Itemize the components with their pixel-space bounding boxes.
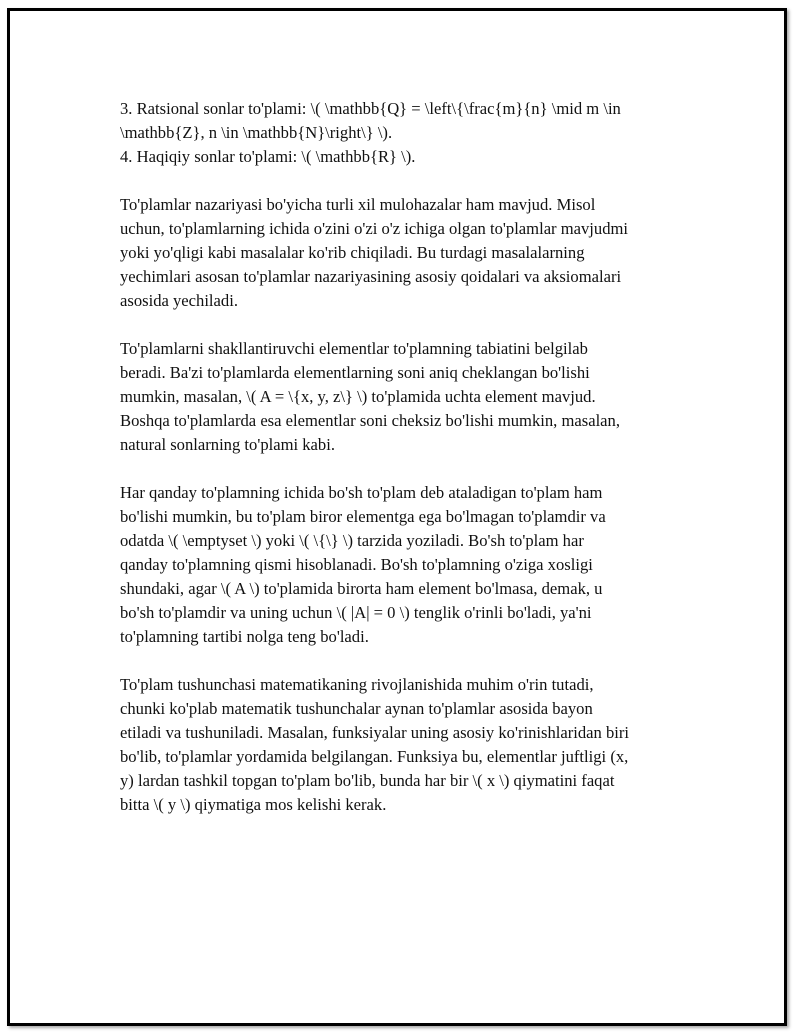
document-page <box>7 8 787 1026</box>
text-line: to'plamning tartibi nolga teng bo'ladi. <box>120 627 369 646</box>
text-line: y) lardan tashkil topgan to'plam bo'lib, bunda har bir \( x \) qiymatini faqat <box>120 771 615 790</box>
text-line: To'plam tushunchasi matematikaning rivojlanishida muhim o'rin tutadi, <box>120 675 594 694</box>
text-line: To'plamlarni shakllantiruvchi elementlar to'plamning tabiatini belgilab <box>120 339 588 358</box>
text-line: yechimlari asosan to'plamlar nazariyasining asosiy qoidalari va aksiomalari <box>120 267 622 286</box>
text-line: beradi. Ba'zi to'plamlarda elementlarning soni aniq cheklangan bo'lishi <box>120 363 590 382</box>
text-line: bo'sh to'plamdir va uning uchun \( |A| = 0 \) tenglik o'rinli bo'ladi, ya'ni <box>120 603 592 622</box>
text-line: yoki yo'qligi kabi masalalar ko'rib chiqiladi. Bu turdagi masalalarning <box>120 243 585 262</box>
paragraph-set-theory <box>120 193 685 313</box>
paragraph-number-sets <box>120 97 685 169</box>
text-line: shundaki, agar \( A \) to'plamida birorta ham element bo'lmasa, demak, u <box>120 579 603 598</box>
text-line: 3. Ratsional sonlar to'plami: \( \mathbb{Q} = \left\{\frac{m}{n} \mid m \in <box>120 99 621 118</box>
text-line: 4. Haqiqiy sonlar to'plami: \( \mathbb{R} \). <box>120 147 416 166</box>
paragraph-set-elements <box>120 337 685 457</box>
text-line: uchun, to'plamlarning ichida o'zini o'zi o'z ichiga olgan to'plamlar mavjudmi <box>120 219 629 238</box>
text-line: qanday to'plamning qismi hisoblanadi. Bo'sh to'plamning o'ziga xosligi <box>120 555 593 574</box>
paragraph-empty-set <box>120 481 685 649</box>
text-line: \mathbb{Z}, n \in \mathbb{N}\right\} \). <box>120 123 393 142</box>
text-line: mumkin, masalan, \( A = \{x, y, z\} \) to'plamida uchta element mavjud. <box>120 387 596 406</box>
text-line: asosida yechiladi. <box>120 291 238 310</box>
text-line: chunki ko'plab matematik tushunchalar aynan to'plamlar asosida bayon <box>120 699 593 718</box>
text-line: bo'lishi mumkin, bu to'plam biror elementga ega bo'lmagan to'plamdir va <box>120 507 606 526</box>
text-line: natural sonlarning to'plami kabi. <box>120 435 335 454</box>
text-line: bitta \( y \) qiymatiga mos kelishi kerak. <box>120 795 387 814</box>
paragraph-set-concept <box>120 673 685 817</box>
text-line: etiladi va tushuniladi. Masalan, funksiyalar uning asosiy ko'rinishlaridan biri <box>120 723 630 742</box>
text-line: odatda \( \emptyset \) yoki \( \{\} \) tarzida yoziladi. Bo'sh to'plam har <box>120 531 584 550</box>
text-line: Har qanday to'plamning ichida bo'sh to'plam deb ataladigan to'plam ham <box>120 483 603 502</box>
text-line: bo'lib, to'plamlar yordamida belgilangan. Funksiya bu, elementlar juftligi (x, <box>120 747 629 766</box>
text-line: Boshqa to'plamlarda esa elementlar soni cheksiz bo'lishi mumkin, masalan, <box>120 411 620 430</box>
text-line: To'plamlar nazariyasi bo'yicha turli xil mulohazalar ham mavjud. Misol <box>120 195 596 214</box>
document-body <box>120 97 685 841</box>
